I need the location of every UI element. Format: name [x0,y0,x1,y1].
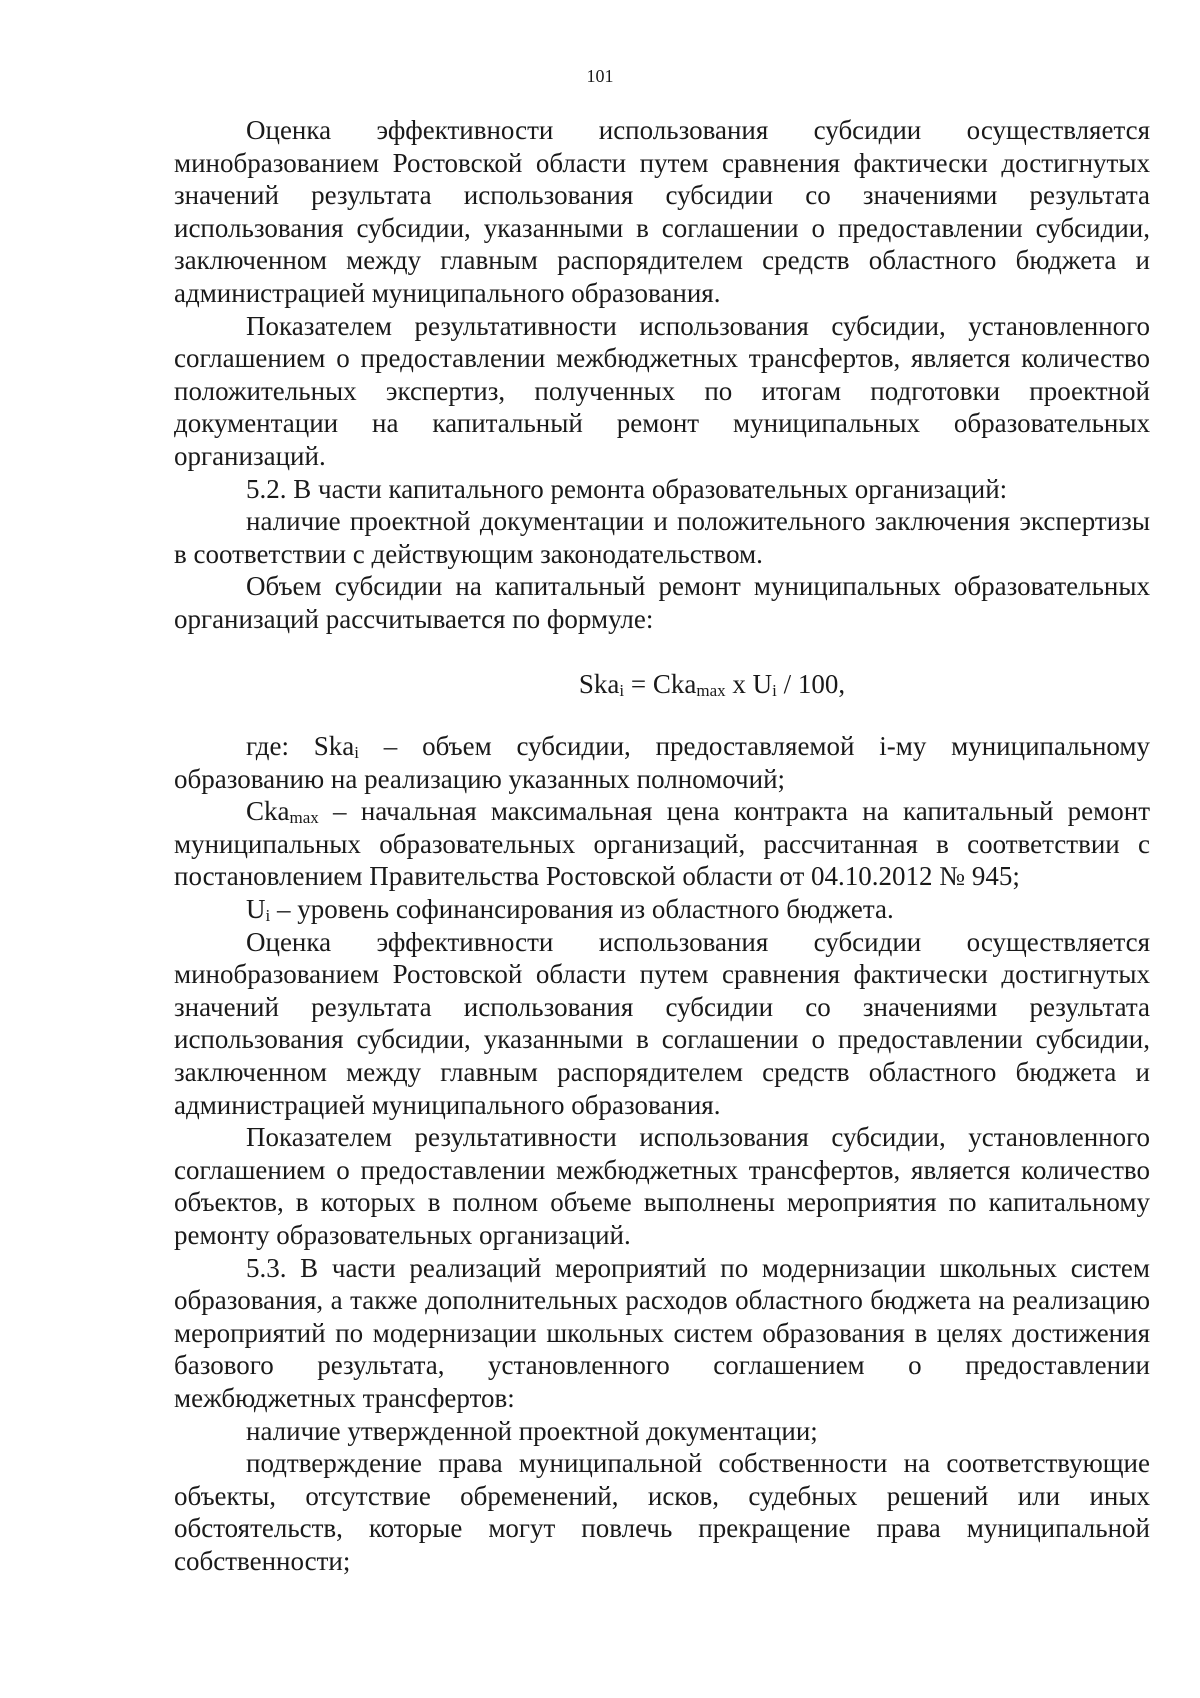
paragraph-approved-documentation: наличие утвержденной проектной документации; [246,1415,818,1446]
definition-ska: где: Ska$_i$ – объем субсидии, предоставляемой i-му муниципальному образованию на реализацию указанных полномочий; [174,731,1150,794]
paragraph-efficiency-assessment: Оценка эффективности использования субсидии осуществляется минобразованием Ростовской области путем сравнения фактически достигнутых значений результата использования субсидии со значениями результата использования субсидии, указанными в соглашении о предоставлении субсидии, заключенном между главным распорядителем средств областного бюджета и администрацией муниципального образования. [174,115,1150,308]
page-number: 101 [586,66,614,86]
paragraph-performance-indicator: Показателем результативности использования субсидии, установленного соглашением о предоставлении межбюджетных трансфертов, является количество положительных экспертиз, полученных по итогам подготовки проектной документации на капитальный ремонт муниципальных образовательных организаций. [174,310,1150,471]
section-5-3-heading: 5.3. В части реализаций мероприятий по модернизации школьных систем образования, а также дополнительных расходов областного бюджета на реализацию мероприятий по модернизации школьных систем образования в целях достижения базового результата, установленного соглашением о предоставлении межбюджетных трансфертов: [174,1252,1150,1413]
section-5-2-heading: 5.2. В части капитального ремонта образовательных организаций: [246,473,1008,504]
document-body [174,114,1150,1578]
subsidy-formula: Ska$_i$ = Cka$_{max}$ x $U_i / 100$, [578,668,846,700]
definition-cka: Cka$_{max}$ – начальная максимальная цена контракта на капитальный ремонт муниципальных образовательных организаций, рассчитанная в соответствии с постановлением Правительства Ростовской области от 04.10.2012 № 945; [174,796,1150,892]
paragraph-subsidy-volume: Объем субсидии на капитальный ремонт муниципальных образовательных организаций рассчитывается по формуле: [174,571,1150,634]
paragraph-performance-indicator-2: Показателем результативности использования субсидии, установленного соглашением о предоставлении межбюджетных трансфертов, является количество объектов, в которых в полном объеме выполнены мероприятия по капитальному ремонту образовательных организаций. [174,1122,1150,1250]
paragraph-project-documentation: наличие проектной документации и положительного заключения экспертизы в соответствии с действующим законодательством. [174,506,1150,569]
paragraph-ownership-confirmation: подтверждение права муниципальной собственности на соответствующие объекты, отсутствие обременений, исков, судебных решений или иных обстоятельств, которые могут повлечь прекращение права муниципальной собственности; [174,1448,1150,1576]
paragraph-efficiency-assessment-2: Оценка эффективности использования субсидии осуществляется минобразованием Ростовской области путем сравнения фактически достигнутых значений результата использования субсидии со значениями результата использования субсидии, указанными в соглашении о предоставлении субсидии, заключенном между главным распорядителем средств областного бюджета и администрацией муниципального образования. [174,926,1150,1120]
definition-u: $U_i$ – уровень софинансирования из областного бюджета. [246,894,894,926]
